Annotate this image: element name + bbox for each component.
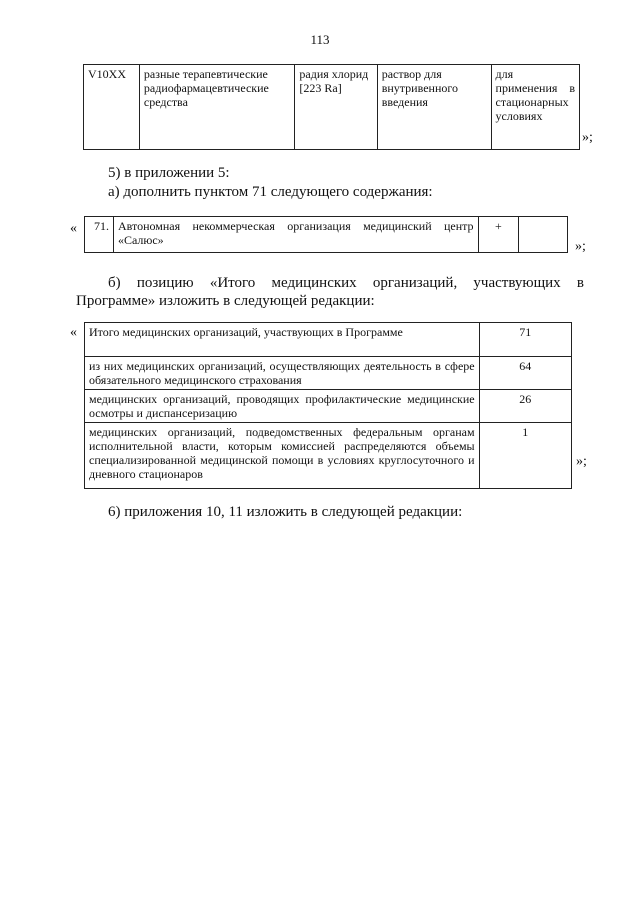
- table-cell-mark: +: [478, 217, 519, 253]
- table-cell-label: Итого медицинских организаций, участвующих в Программе: [85, 323, 480, 357]
- table-cell-form: раствор для внутривенного введения: [377, 65, 491, 150]
- table-cell-empty: [519, 217, 568, 253]
- table-row: [85, 323, 572, 357]
- opening-quote: «: [70, 221, 77, 236]
- table-cell-value: 26: [479, 390, 571, 423]
- opening-quote: «: [70, 325, 77, 340]
- table-cell-group: разные терапевтические радиофармацевтические средства: [139, 65, 295, 150]
- organization-table: [84, 216, 568, 253]
- table-row: [85, 423, 572, 489]
- table-row: [85, 357, 572, 390]
- drug-table: [83, 64, 580, 150]
- paragraph-6: 6) приложения 10, 11 изложить в следующей редакции:: [108, 504, 463, 520]
- table-cell-substance: радия хлорид [223 Ra]: [295, 65, 377, 150]
- table-cell-label: из них медицинских организаций, осуществляющих деятельность в сфере обязательного медицинского страхования: [85, 357, 480, 390]
- page-number: 113: [310, 32, 330, 47]
- table-cell-label: медицинских организаций, подведомственных федеральным органам исполнительной власти, которым комиссией распределяются объемы специализированной медицинской помощи в условиях круглосуточного и дневного стационаров: [85, 423, 480, 489]
- table-cell-org-name: Автономная некоммерческая организация медицинский центр «Салюс»: [113, 217, 478, 253]
- table-cell-value: 71: [479, 323, 571, 357]
- closing-quote: »;: [582, 130, 593, 145]
- table-row: [85, 217, 568, 253]
- closing-quote: »;: [575, 239, 586, 254]
- table-cell-usage: для применения в стационарных условиях: [491, 65, 579, 150]
- table-cell-value: 1: [479, 423, 571, 489]
- summary-table: [84, 322, 572, 489]
- table-cell-number: 71.: [85, 217, 114, 253]
- paragraph-a: а) дополнить пунктом 71 следующего содержания:: [108, 184, 433, 200]
- table-row: [85, 390, 572, 423]
- table-cell-code: V10XX: [84, 65, 140, 150]
- closing-quote: »;: [576, 454, 587, 469]
- table-row: [84, 65, 580, 150]
- paragraph-b: б) позицию «Итого медицинских организаций, участвующих в Программе» изложить в следующей редакции:: [76, 275, 584, 309]
- paragraph-5: 5) в приложении 5:: [108, 165, 230, 181]
- table-cell-value: 64: [479, 357, 571, 390]
- table-cell-label: медицинских организаций, проводящих профилактические медицинские осмотры и диспансеризацию: [85, 390, 480, 423]
